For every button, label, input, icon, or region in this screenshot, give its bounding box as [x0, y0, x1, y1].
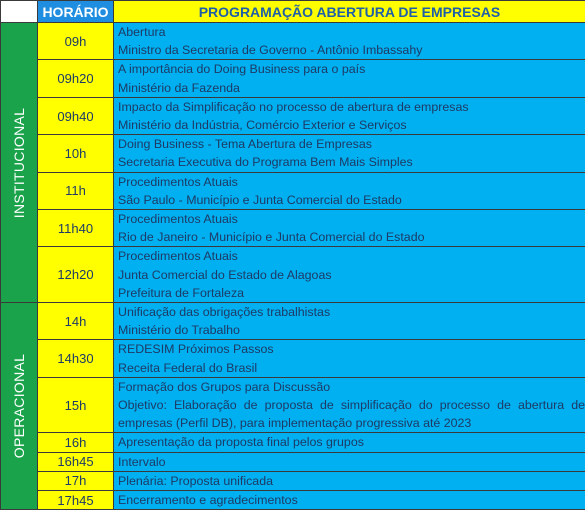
activity-line: Junta Comercial do Estado de Alagoas: [118, 267, 332, 282]
activity-cell: [114, 433, 585, 452]
activity-cell: [114, 340, 585, 377]
time-cell: 15h: [38, 377, 114, 433]
activity-cell: [114, 97, 585, 134]
header-title: PROGRAMAÇÃO ABERTURA DE EMPRESAS: [114, 1, 585, 23]
time-cell: 09h40: [38, 97, 114, 134]
activity-cell: [114, 247, 585, 303]
activity-line: Apresentação da proposta final pelos grupos: [118, 435, 364, 450]
section-label-institucional: [1, 23, 38, 303]
time-cell: 11h: [38, 172, 114, 209]
activity-line: Unificação das obrigações trabalhistas: [118, 305, 331, 320]
schedule-row: [1, 491, 585, 510]
time-cell: 16h45: [38, 452, 114, 471]
header-time-label: HORÁRIO: [38, 1, 114, 23]
activity-line: Impacto da Simplificação no processo de abertura de empresas: [118, 99, 469, 114]
time-cell: 09h: [38, 23, 114, 60]
activity-line: São Paulo - Município e Junta Comercial do Estado: [118, 192, 402, 207]
time-cell: 14h: [38, 303, 114, 340]
activity-cell: [114, 172, 585, 209]
activity-line: Rio de Janeiro - Município e Junta Comercial do Estado: [118, 230, 425, 245]
activity-line: Procedimentos Atuais: [118, 174, 238, 189]
activity-line: Objetivo: Elaboração de proposta de simplificação do processo de abertura de empresas (Perfil DB), para implementação progressiva até 2023: [118, 398, 585, 431]
schedule-row: [1, 23, 585, 60]
schedule-row: [1, 471, 585, 490]
activity-cell: [114, 135, 585, 172]
schedule-row: [1, 340, 585, 377]
schedule-row: [1, 377, 585, 433]
activity-cell: [114, 60, 585, 97]
schedule-row: [1, 172, 585, 209]
activity-line: Ministério do Trabalho: [118, 323, 240, 338]
schedule-row: [1, 303, 585, 340]
time-cell: 17h45: [38, 491, 114, 510]
activity-line: Ministro da Secretaria de Governo - Antônio Imbassahy: [118, 43, 423, 58]
activity-line: Encerramento e agradecimentos: [118, 493, 298, 508]
schedule-row: [1, 247, 585, 303]
time-cell: 11h40: [38, 210, 114, 247]
activity-line: A importância do Doing Business para o país: [118, 62, 366, 77]
activity-cell: [114, 452, 585, 471]
activity-cell: [114, 303, 585, 340]
activity-line: Ministério da Indústria, Comércio Exterior e Serviços: [118, 118, 407, 133]
activity-line: Procedimentos Atuais: [118, 212, 238, 227]
schedule-row: [1, 433, 585, 452]
time-cell: 16h: [38, 433, 114, 452]
time-cell: 09h20: [38, 60, 114, 97]
activity-line: Ministério da Fazenda: [118, 80, 240, 95]
schedule-row: [1, 210, 585, 247]
section-label-operacional: [1, 303, 38, 510]
activity-line: Doing Business - Tema Abertura de Empresas: [118, 137, 372, 152]
time-cell: 10h: [38, 135, 114, 172]
schedule-row: [1, 452, 585, 471]
activity-line: Formação dos Grupos para Discussão: [118, 379, 331, 394]
schedule-row: [1, 60, 585, 97]
activity-line: REDESIM Próximos Passos: [118, 342, 274, 357]
time-cell: 14h30: [38, 340, 114, 377]
activity-line: Intervalo: [118, 454, 166, 469]
activity-line: Prefeitura de Fortaleza: [118, 285, 245, 300]
section-label-text: OPERACIONAL: [11, 353, 27, 459]
header-row: [1, 1, 585, 23]
activity-line: Secretaria Executiva do Programa Bem Mais Simples: [118, 155, 413, 170]
activity-line: Abertura: [118, 25, 166, 39]
section-label-text: INSTITUCIONAL: [11, 107, 27, 218]
schedule-row: [1, 97, 585, 134]
activity-cell: [114, 377, 585, 433]
activity-cell: [114, 23, 585, 60]
time-cell: 12h20: [38, 247, 114, 303]
header-blank-cell: [1, 1, 38, 23]
schedule-row: [1, 135, 585, 172]
activity-cell: [114, 471, 585, 490]
activity-line: Procedimentos Atuais: [118, 249, 238, 264]
activity-line: Receita Federal do Brasil: [118, 360, 258, 375]
time-cell: 17h: [38, 471, 114, 490]
activity-line: Plenária: Proposta unificada: [118, 473, 273, 488]
activity-cell: [114, 210, 585, 247]
activity-cell: [114, 491, 585, 510]
